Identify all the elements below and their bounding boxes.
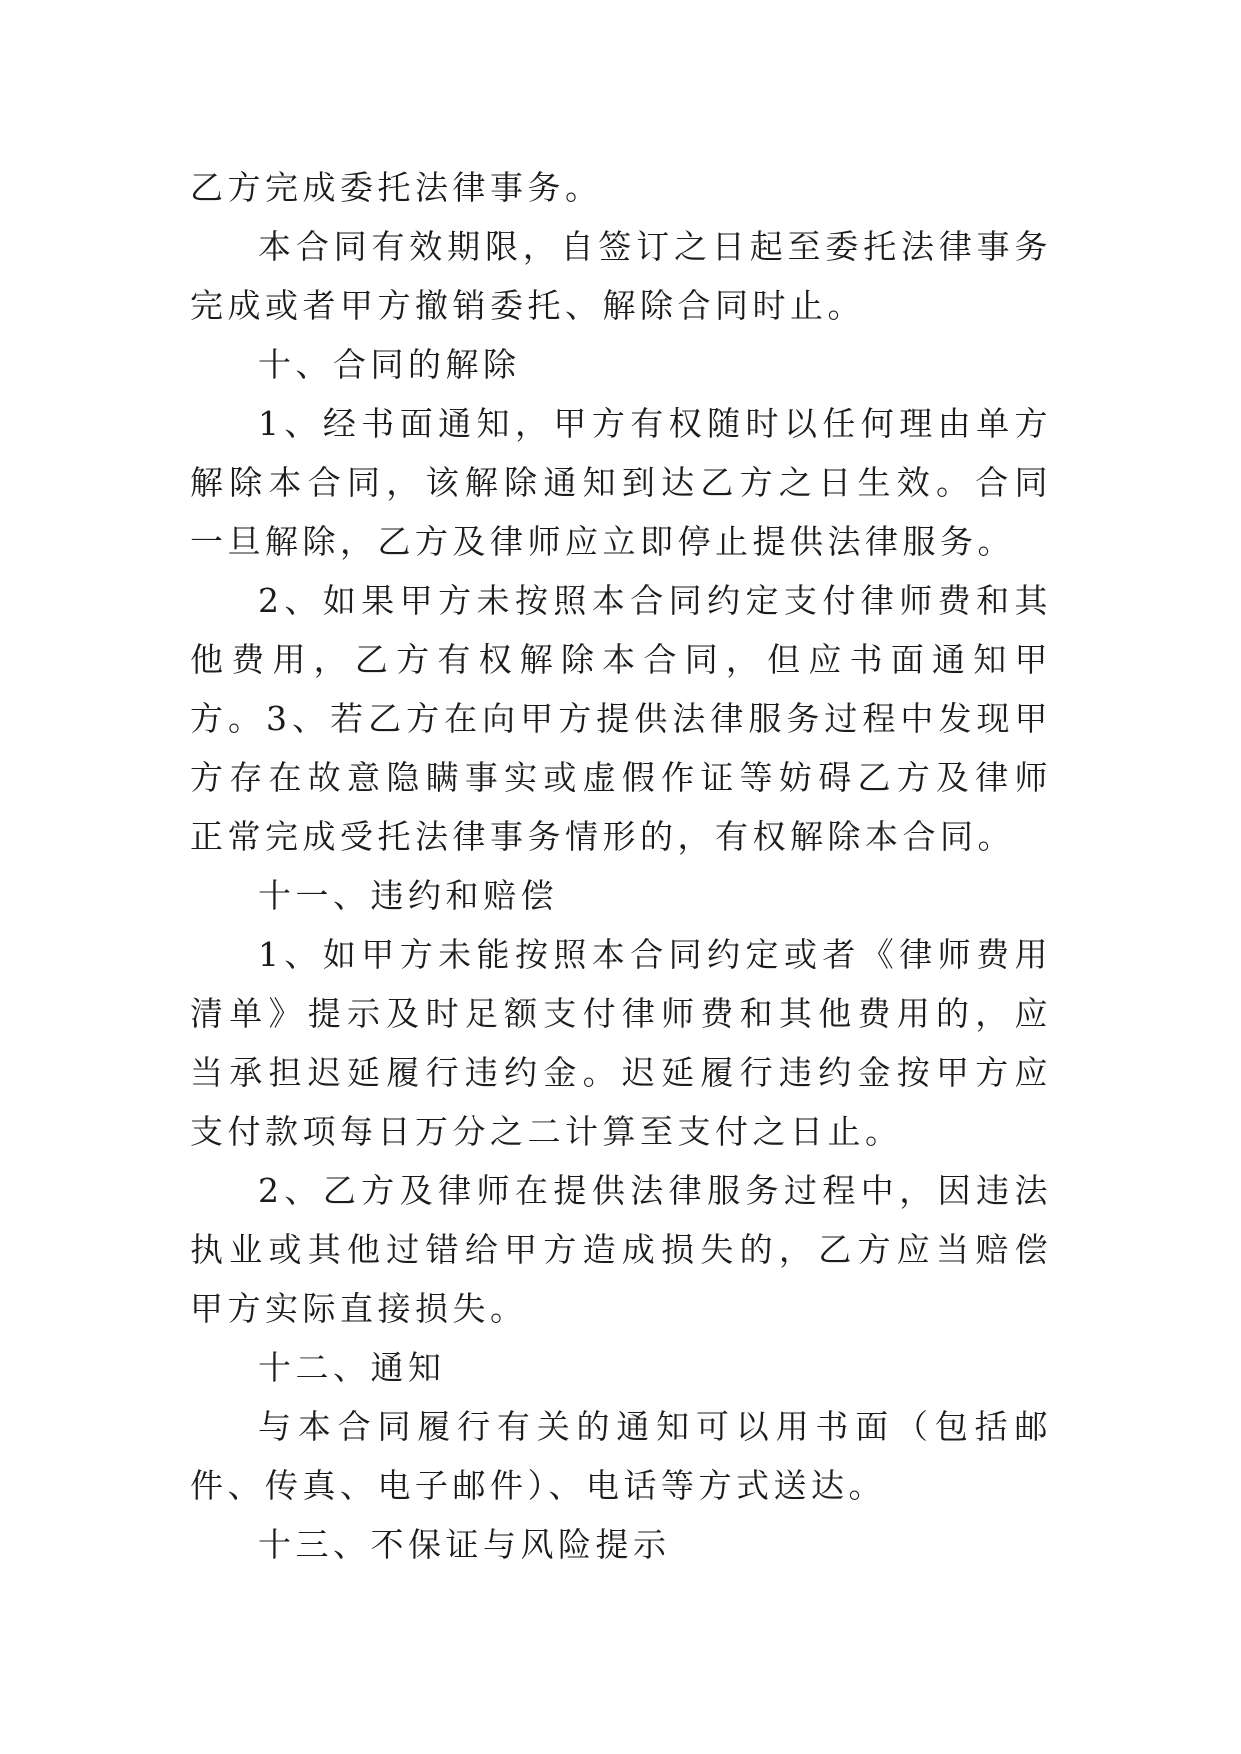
paragraph-notice: 与本合同履行有关的通知可以用书面（包括邮件、传真、电子邮件）、电话等方式送达。 [190, 1407, 1052, 1505]
paragraph-termination-1: 1、经书面通知，甲方有权随时以任何理由单方解除本合同，该解除通知到达乙方之日生效。合同一旦解除，乙方及律师应立即停止提供法律服务。 [190, 404, 1052, 561]
section-heading-termination: 十、合同的解除 [258, 345, 521, 384]
section-heading-notice: 十二、通知 [258, 1348, 446, 1387]
section-heading-risk: 十三、不保证与风险提示 [258, 1525, 671, 1564]
paragraph-breach-2: 2、乙方及律师在提供法律服务过程中，因违法执业或其他过错给甲方造成损失的，乙方应当赔偿甲方实际直接损失。 [190, 1171, 1052, 1328]
paragraph-validity-period: 本合同有效期限，自签订之日起至委托法律事务完成或者甲方撤销委托、解除合同时止。 [190, 227, 1052, 325]
paragraph-breach-1: 1、如甲方未能按照本合同约定或者《律师费用清单》提示及时足额支付律师费和其他费用的，应当承担迟延履行违约金。迟延履行违约金按甲方应支付款项每日万分之二计算至支付之日止。 [190, 935, 1052, 1151]
paragraph-termination-2-3: 2、如果甲方未按照本合同约定支付律师费和其他费用，乙方有权解除本合同，但应书面通知甲方。3、若乙方在向甲方提供法律服务过程中发现甲方存在故意隐瞒事实或虚假作证等妨碍乙方及律师正常完成受托法律事务情形的，有权解除本合同。 [190, 581, 1052, 856]
document-body [190, 158, 1052, 1574]
section-heading-breach: 十一、违约和赔偿 [258, 876, 558, 915]
paragraph-continuation: 乙方完成委托法律事务。 [190, 168, 603, 207]
